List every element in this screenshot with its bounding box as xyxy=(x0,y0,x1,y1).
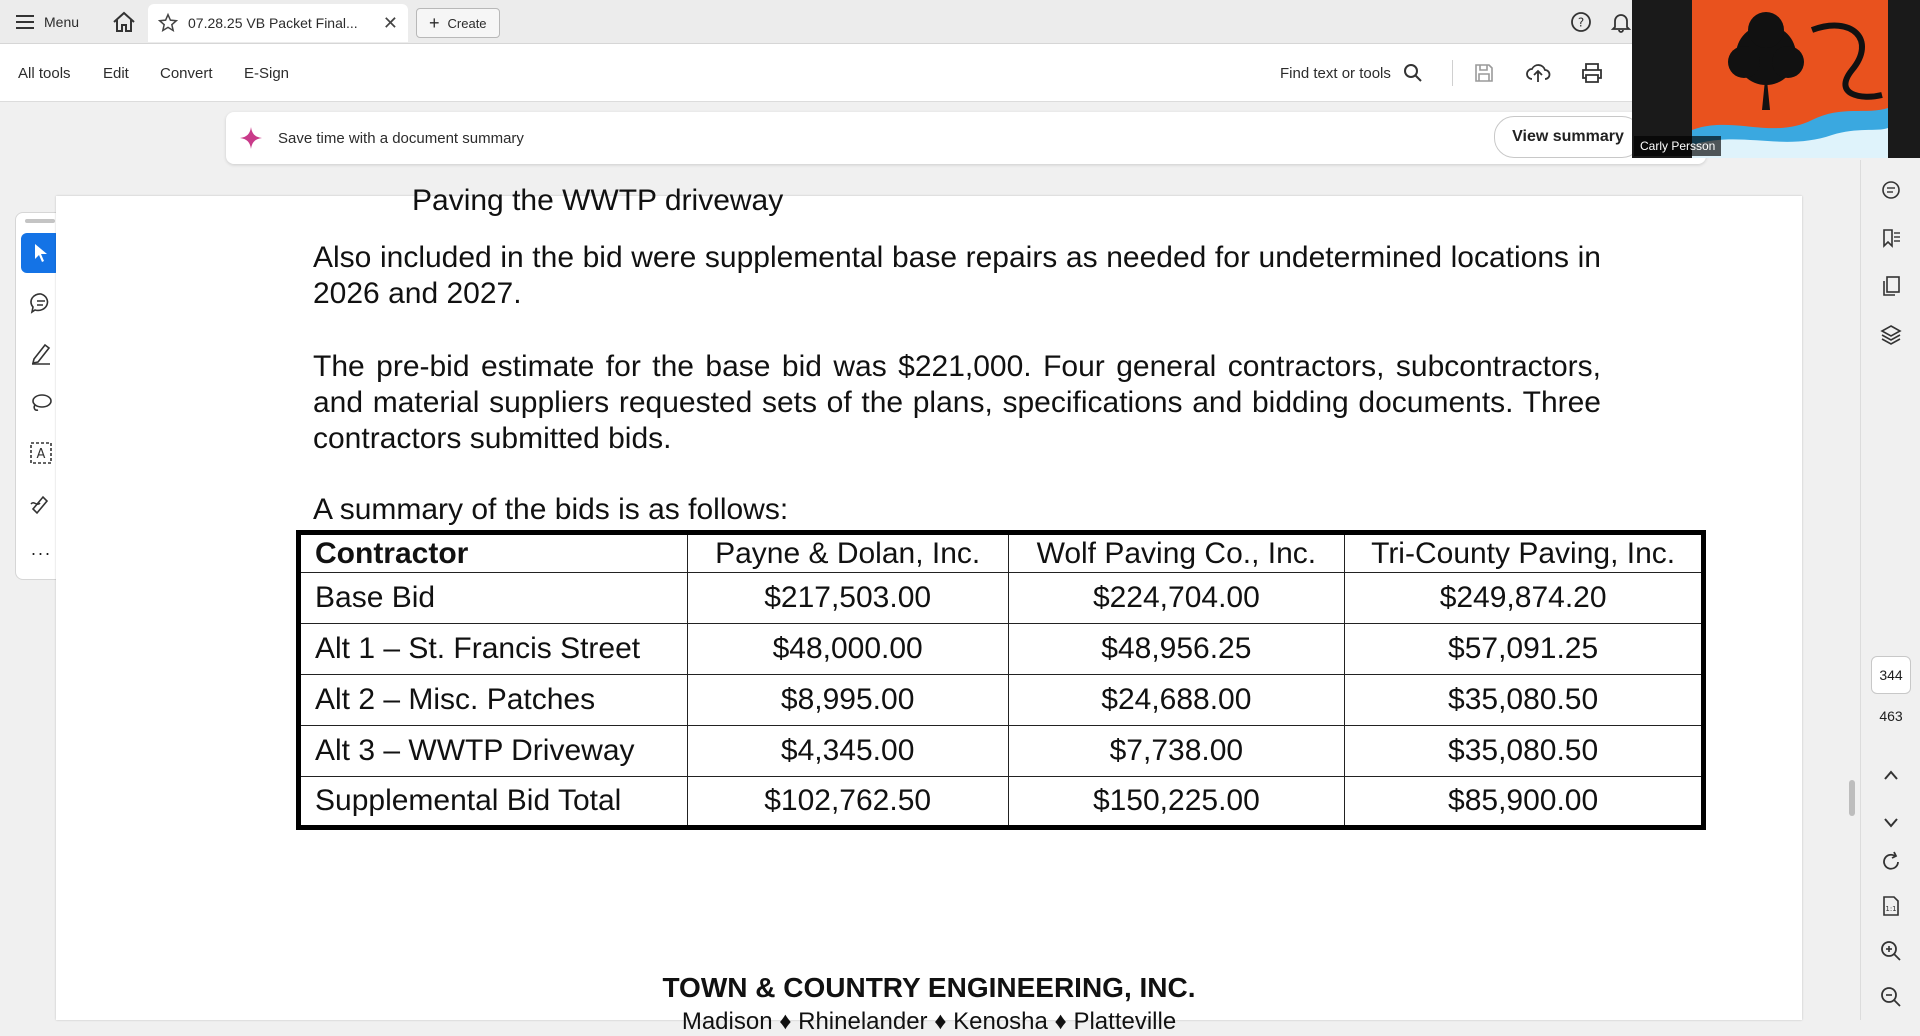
table-row xyxy=(299,675,1704,726)
table-cell: $7,738.00 xyxy=(1008,726,1345,777)
comment-icon xyxy=(29,291,53,315)
table-cell: $224,704.00 xyxy=(1008,573,1345,624)
rotate-button[interactable] xyxy=(1876,847,1906,877)
pages-icon xyxy=(1880,275,1902,297)
paragraph-supplemental: Also included in the bid were supplemental base repairs as needed for undetermined locations in 2026 and 2027. xyxy=(313,241,1601,310)
table-header-cell: Wolf Paving Co., Inc. xyxy=(1008,533,1345,573)
table-cell: $4,345.00 xyxy=(687,726,1008,777)
zoom-out-button[interactable] xyxy=(1876,982,1906,1012)
notifications-button[interactable] xyxy=(1610,0,1632,44)
participant-avatar xyxy=(1692,0,1888,158)
save-icon xyxy=(1473,62,1495,84)
table-cell: $85,900.00 xyxy=(1345,777,1704,828)
fit-page-icon xyxy=(1880,895,1902,917)
help-icon xyxy=(1570,11,1592,33)
comment-panel-icon xyxy=(1880,179,1902,201)
table-cell: Alt 1 – St. Francis Street xyxy=(299,624,688,675)
hamburger-icon xyxy=(16,15,34,29)
chevron-up-icon xyxy=(1883,769,1899,781)
panel-grip[interactable] xyxy=(25,219,55,223)
table-header-cell: Payne & Dolan, Inc. xyxy=(687,533,1008,573)
upload-button[interactable] xyxy=(1523,58,1553,88)
previous-page-button[interactable] xyxy=(1876,760,1906,790)
footer-cities: Madison ♦ Rhinelander ♦ Kenosha ♦ Platteville xyxy=(681,1008,1177,1035)
all-tools-menu[interactable]: All tools xyxy=(18,64,71,82)
document-page xyxy=(56,184,1802,1035)
table-cell: $35,080.50 xyxy=(1345,726,1704,777)
zoom-out-icon xyxy=(1880,986,1902,1008)
table-row xyxy=(299,726,1704,777)
select-tool[interactable] xyxy=(21,233,61,273)
table-cell: $102,762.50 xyxy=(687,777,1008,828)
table-cell: $48,956.25 xyxy=(1008,624,1345,675)
fit-page-button[interactable] xyxy=(1876,891,1906,921)
summary-banner xyxy=(226,112,1706,164)
help-button[interactable] xyxy=(1570,0,1592,44)
ai-sparkle-icon xyxy=(238,125,264,151)
home-button[interactable] xyxy=(110,0,138,44)
view-summary-button[interactable]: View summary xyxy=(1494,116,1642,158)
total-pages: 463 xyxy=(1879,708,1903,724)
bids-summary-intro: A summary of the bids is as follows: xyxy=(313,493,789,526)
comment-tool[interactable] xyxy=(21,283,61,323)
table-cell: $249,874.20 xyxy=(1345,573,1704,624)
find-tools-label: Find text or tools xyxy=(1280,64,1391,82)
bid-summary-table xyxy=(296,530,1706,830)
text-box-icon xyxy=(29,441,53,465)
participant-name: Carly Persson xyxy=(1634,136,1721,156)
pen-icon xyxy=(29,341,53,365)
table-header-cell: Contractor xyxy=(299,533,688,573)
text-box-tool[interactable] xyxy=(21,433,61,473)
comments-panel-button[interactable] xyxy=(1876,175,1906,205)
edit-menu[interactable]: Edit xyxy=(103,64,129,82)
table-row xyxy=(299,573,1704,624)
create-label: Create xyxy=(447,15,487,31)
create-button[interactable] xyxy=(416,8,500,38)
highlight-tool[interactable] xyxy=(21,333,61,373)
svg-text:?: ? xyxy=(1577,15,1585,30)
cloud-upload-icon xyxy=(1525,62,1551,84)
table-header-cell: Tri-County Paving, Inc. xyxy=(1345,533,1704,573)
bookmark-icon xyxy=(1880,227,1902,249)
video-participant-tile xyxy=(1632,0,1920,158)
table-cell: $24,688.00 xyxy=(1008,675,1345,726)
bell-icon xyxy=(1610,11,1632,33)
table-cell: $57,091.25 xyxy=(1345,624,1704,675)
svg-text:1:1: 1:1 xyxy=(1885,905,1897,913)
summary-banner-text: Save time with a document summary xyxy=(278,129,524,147)
footer-company-name: TOWN & COUNTRY ENGINEERING, INC. xyxy=(662,972,1196,1003)
layers-button[interactable] xyxy=(1876,320,1906,350)
table-cell: $8,995.00 xyxy=(687,675,1008,726)
close-tab-icon[interactable]: ✕ xyxy=(382,12,398,33)
menu-button[interactable] xyxy=(16,0,79,44)
printer-icon xyxy=(1580,62,1604,84)
table-cell: $48,000.00 xyxy=(687,624,1008,675)
sign-tool[interactable] xyxy=(21,483,61,523)
table-cell: $150,225.00 xyxy=(1008,777,1345,828)
svg-text:A: A xyxy=(36,447,46,462)
search-icon xyxy=(1403,63,1423,83)
table-row xyxy=(299,777,1704,828)
find-tools-search[interactable] xyxy=(1280,44,1423,102)
document-tab[interactable] xyxy=(148,4,408,42)
table-header-row xyxy=(299,533,1704,573)
toolbar-divider xyxy=(1452,60,1453,86)
bookmarks-button[interactable] xyxy=(1876,223,1906,253)
menu-label: Menu xyxy=(44,14,80,30)
home-icon xyxy=(112,11,136,33)
signature-icon xyxy=(29,491,53,515)
print-button[interactable] xyxy=(1577,58,1607,88)
rotate-icon xyxy=(1880,851,1902,873)
paragraph-estimate: The pre-bid estimate for the base bid was $221,000. Four general contractors, subcontractors, and material suppliers requested sets of the plans, specifications and bidding documents. Three contractors submitted bids. xyxy=(313,350,1601,455)
table-cell: Base Bid xyxy=(299,573,688,624)
more-icon: ··· xyxy=(30,542,52,563)
esign-menu[interactable]: E-Sign xyxy=(244,64,290,82)
cursor-icon xyxy=(32,243,50,263)
zoom-in-icon xyxy=(1880,940,1902,962)
star-icon[interactable] xyxy=(158,13,178,33)
table-cell: Alt 3 – WWTP Driveway xyxy=(299,726,688,777)
lasso-icon xyxy=(29,391,53,415)
pages-button[interactable] xyxy=(1876,271,1906,301)
layers-icon xyxy=(1880,324,1902,346)
more-tools-button[interactable] xyxy=(21,533,61,573)
table-cell: Supplemental Bid Total xyxy=(299,777,688,828)
save-button[interactable] xyxy=(1469,58,1499,88)
convert-menu[interactable]: Convert xyxy=(160,64,213,82)
chevron-down-icon xyxy=(1883,817,1899,829)
document-tab-label: 07.28.25 VB Packet Final... xyxy=(188,15,358,31)
tree-logo-icon xyxy=(1692,0,1888,158)
table-cell: Alt 2 – Misc. Patches xyxy=(299,675,688,726)
next-page-button[interactable] xyxy=(1876,808,1906,838)
draw-tool[interactable] xyxy=(21,383,61,423)
table-cell: $35,080.50 xyxy=(1345,675,1704,726)
plus-icon: + xyxy=(429,12,440,33)
scrollbar-thumb[interactable] xyxy=(1849,780,1855,816)
right-rail xyxy=(1860,160,1920,1020)
zoom-in-button[interactable] xyxy=(1876,936,1906,966)
table-row xyxy=(299,624,1704,675)
current-page-input[interactable]: 344 xyxy=(1871,656,1911,694)
partial-line: Paving the WWTP driveway xyxy=(412,184,784,217)
table-cell: $217,503.00 xyxy=(687,573,1008,624)
